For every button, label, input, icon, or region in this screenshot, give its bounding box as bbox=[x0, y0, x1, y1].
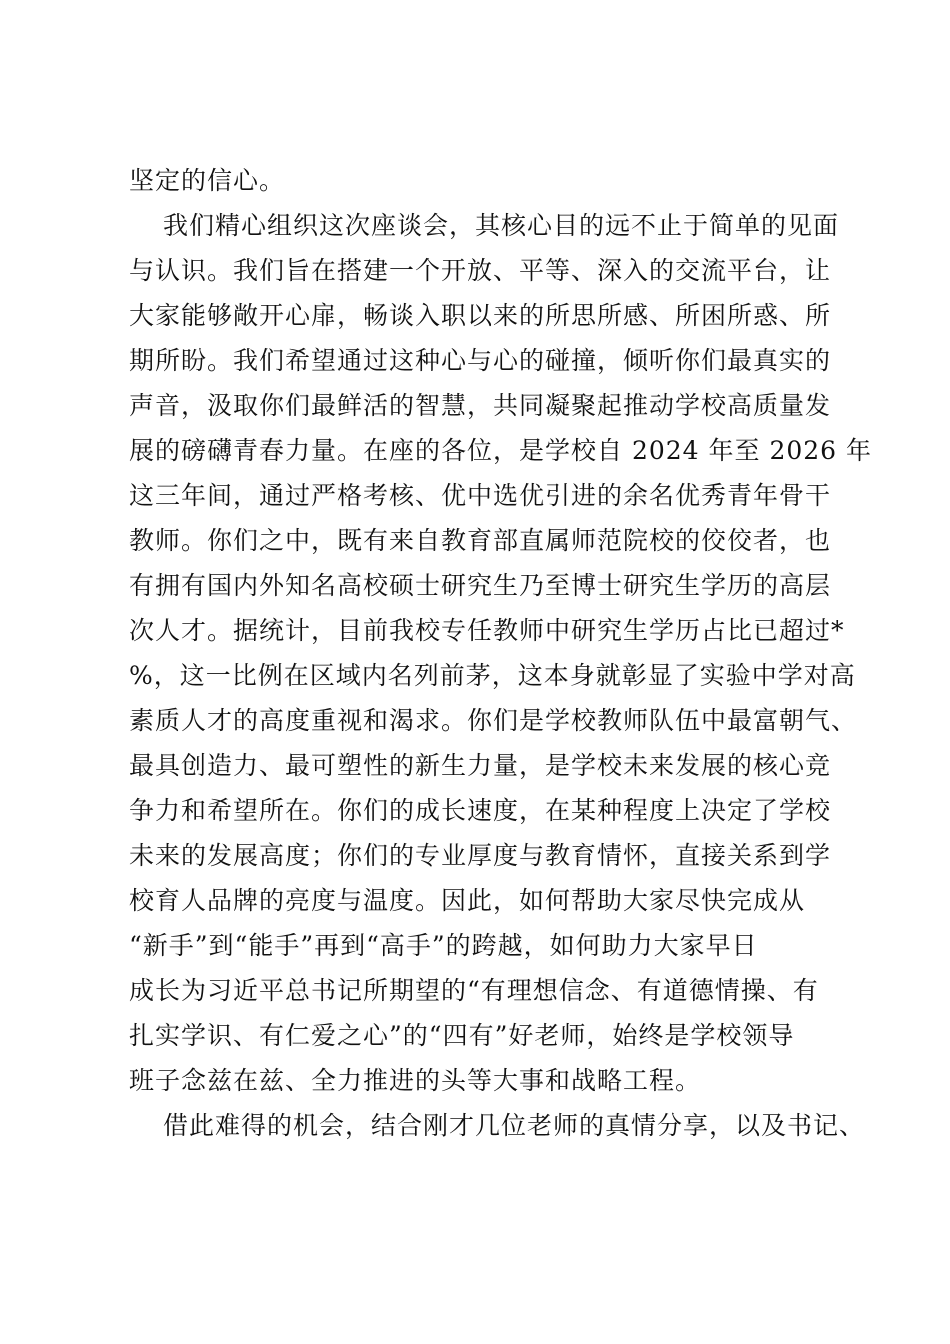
text-line-3: 与认识。我们旨在搭建一个开放、平等、深入的交流平台，让 bbox=[129, 256, 832, 285]
text-line-8: 这三年间，通过严格考核、优中选优引进的余名优秀青年骨干 bbox=[129, 481, 832, 510]
paragraph-start-line: 借此难得的机会，结合刚才几位老师的真情分享，以及书记、 bbox=[163, 1111, 866, 1140]
text-line-12: %，这一比例在区域内名列前茅，这本身就彰显了实验中学对高 bbox=[129, 661, 856, 690]
text-line-10: 有拥有国内外知名高校硕士研究生乃至博士研究生学历的高层 bbox=[129, 571, 832, 600]
text-line-17: 校育人品牌的亮度与温度。因此，如何帮助大家尽快完成从 bbox=[129, 886, 806, 915]
text-line-19: 成长为习近平总书记所期望的“有理想信念、有道德情操、有 bbox=[129, 976, 819, 1005]
text-line-11: 次人才。据统计，目前我校专任教师中研究生学历占比已超过* bbox=[129, 616, 845, 645]
text-line-5: 期所盼。我们希望通过这种心与心的碰撞，倾听你们最真实的 bbox=[129, 346, 832, 375]
text-line-13: 素质人才的高度重视和渴求。你们是学校教师队伍中最富朝气、 bbox=[129, 706, 858, 735]
text-line-15: 争力和希望所在。你们的成长速度，在某种程度上决定了学校 bbox=[129, 796, 832, 825]
text-line-16: 未来的发展高度；你们的专业厚度与教育情怀，直接关系到学 bbox=[129, 841, 832, 870]
text-line-21: 班子念兹在兹、全力推进的头等大事和战略工程。 bbox=[129, 1066, 702, 1095]
text-line-20: 扎实学识、有仁爱之心”的“四有”好老师，始终是学校领导 bbox=[129, 1021, 795, 1050]
text-line-4: 大家能够敞开心扉，畅谈入职以来的所思所感、所困所惑、所 bbox=[129, 301, 832, 330]
text-line-1: 坚定的信心。 bbox=[129, 166, 286, 195]
text-line-6: 声音，汲取你们最鲜活的智慧，共同凝聚起推动学校高质量发 bbox=[129, 391, 832, 420]
body-text bbox=[129, 158, 873, 1148]
text-line-18: “新手”到“能手”再到“高手”的跨越，如何助力大家早日 bbox=[129, 931, 758, 960]
text-line-14: 最具创造力、最可塑性的新生力量，是学校未来发展的核心竞 bbox=[129, 751, 832, 780]
text-line-9: 教师。你们之中，既有来自教育部直属师范院校的佼佼者，也 bbox=[129, 526, 832, 555]
paragraph-start-line: 我们精心组织这次座谈会，其核心目的远不止于简单的见面 bbox=[163, 211, 840, 240]
text-line-7: 展的磅礴青春力量。在座的各位，是学校自 2024 年至 2026 年 bbox=[129, 436, 873, 465]
